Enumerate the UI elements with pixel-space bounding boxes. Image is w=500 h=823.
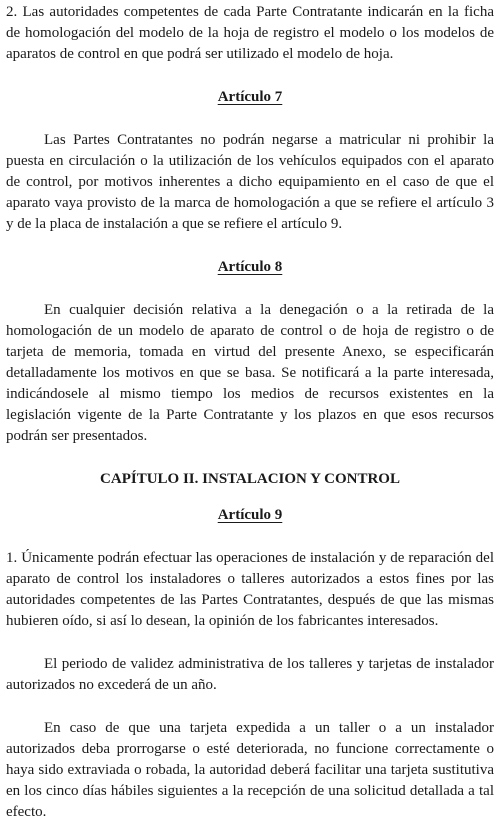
paragraph-intro: 2. Las autoridades competentes de cada Parte Contratante indicarán en la ficha de homologación del modelo de la hoja de registro el modelo o los modelos de aparatos de control en que podrá ser utilizado el modelo de hoja. [6, 4, 494, 62]
article-9-heading: Artículo 9 [217, 507, 283, 523]
chapter-heading: CAPÍTULO II. INSTALACION Y CONTROL [100, 471, 400, 487]
article-8-heading: Artículo 8 [217, 259, 283, 275]
article-9-paragraph-1: 1. Únicamente podrán efectuar las operaciones de instalación y de reparación del aparato de control los instaladores o talleres autorizados a estos fines por las autoridades competentes de las Partes Contratantes, después de que las mismas hubieren oído, si así lo desean, la opinión de los fabricantes interesados. [6, 550, 494, 629]
article-9-paragraph-2: El periodo de validez administrativa de los talleres y tarjetas de instalador autorizados no excederá de un año. [6, 656, 494, 693]
article-7-text: Las Partes Contratantes no podrán negarse a matricular ni prohibir la puesta en circulación o la utilización de los vehículos equipados con el aparato de control, por motivos inherentes a dicho equipamiento en el caso de que el aparato vaya provisto de la marca de homologación a que se refiere el artículo 3 y de la placa de instalación a que se refiere el artículo 9. [6, 132, 494, 232]
article-7-heading: Artículo 7 [217, 89, 283, 105]
article-8-text: En cualquier decisión relativa a la denegación o a la retirada de la homologación de un modelo de aparato de control o de hoja de registro o de tarjeta de memoria, tomada en virtud del presente Anexo, se especificarán detalladamente los motivos en que se basa. Se notificará a la parte interesada, indicándosele al mismo tiempo los medios de recursos existentes en la legislación vigente de la Parte Contratante y los plazos en que esos recursos podrán ser presentados. [6, 302, 494, 444]
article-9-paragraph-3: En caso de que una tarjeta expedida a un taller o a un instalador autorizados deba prorrogarse o esté deteriorada, no funcione correctamente o haya sido extraviada o robada, la autoridad deberá facilitar una tarjeta sustitutiva en los cinco días hábiles siguientes a la recepción de una solicitud detallada a tal efecto. [6, 720, 494, 820]
